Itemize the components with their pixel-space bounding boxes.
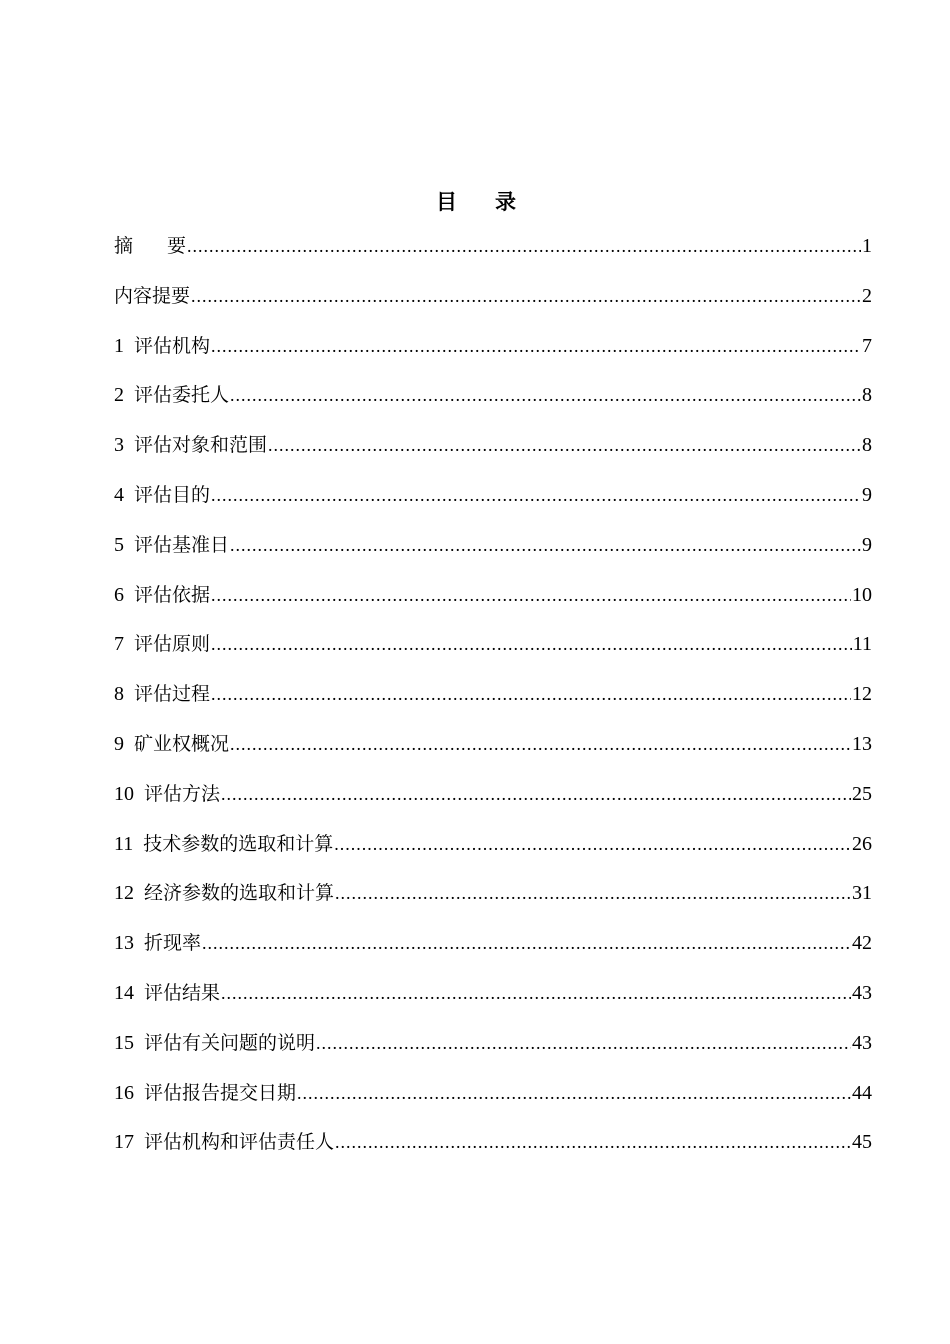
toc-entry-number: 10 — [114, 782, 134, 805]
toc-entry-number: 14 — [114, 981, 134, 1004]
toc-entry-8[interactable] — [114, 679, 872, 729]
toc-entry-page: 31 — [852, 882, 872, 905]
toc-entry-page: 44 — [852, 1081, 872, 1104]
toc-entry-number: 12 — [114, 882, 134, 905]
toc-entry-label: 评估结果 — [144, 981, 221, 1004]
toc-entry-number: 3 — [114, 434, 124, 457]
toc-dot-leader — [316, 1028, 851, 1058]
toc-entry-14[interactable] — [114, 978, 872, 1028]
toc-dot-leader — [297, 1078, 851, 1108]
toc-dot-leader — [221, 978, 851, 1008]
toc-entry-number: 2 — [114, 384, 124, 407]
toc-entry-page: 1 — [862, 235, 872, 257]
toc-entry-label: 评估委托人 — [134, 384, 230, 407]
toc-entry-page: 13 — [852, 732, 872, 755]
toc-entry-number: 5 — [114, 533, 124, 556]
toc-dot-leader — [211, 331, 861, 361]
toc-entry-page: 11 — [852, 633, 872, 656]
toc-entry-label: 评估对象和范围 — [134, 434, 268, 457]
toc-dot-leader — [230, 530, 861, 560]
toc-entry-label: 折现率 — [144, 932, 202, 955]
toc-title: 目录 — [436, 189, 554, 214]
toc-entry-label: 摘要 — [114, 235, 221, 257]
toc-entry-label: 经济参数的选取和计算 — [144, 882, 335, 905]
toc-entry-label: 评估有关问题的说明 — [144, 1031, 316, 1054]
toc-entry-label: 技术参数的选取和计算 — [143, 832, 334, 855]
toc-dot-leader — [335, 1127, 851, 1157]
toc-dot-leader — [187, 231, 861, 261]
toc-entry-summary[interactable] — [114, 281, 872, 331]
toc-dot-leader — [221, 779, 851, 809]
toc-entry-page: 9 — [862, 533, 872, 556]
toc-entry-6[interactable] — [114, 580, 872, 630]
toc-entry-2[interactable] — [114, 380, 872, 430]
toc-dot-leader — [335, 878, 851, 908]
toc-entry-1[interactable] — [114, 331, 872, 381]
toc-entry-page: 12 — [852, 683, 872, 706]
toc-dot-leader — [211, 580, 851, 610]
toc-dot-leader — [230, 729, 851, 759]
toc-entry-number: 4 — [114, 483, 124, 506]
toc-dot-leader — [211, 679, 851, 709]
toc-entry-12[interactable] — [114, 878, 872, 928]
toc-entry-7[interactable] — [114, 629, 872, 679]
toc-entry-number: 17 — [114, 1131, 134, 1154]
toc-entry-11[interactable] — [114, 829, 872, 879]
toc-entry-label: 评估报告提交日期 — [144, 1081, 297, 1104]
toc-entry-page: 9 — [862, 483, 872, 506]
toc-entry-page: 7 — [862, 334, 872, 357]
toc-entry-label: 评估机构 — [134, 334, 211, 357]
toc-entry-label: 矿业权概况 — [134, 732, 230, 755]
toc-entry-label: 评估目的 — [134, 483, 211, 506]
toc-entry-page: 43 — [852, 1031, 872, 1054]
toc-dot-leader — [230, 380, 861, 410]
toc-entry-page: 8 — [862, 384, 872, 407]
toc-entry-label: 评估依据 — [134, 583, 211, 606]
toc-entry-17[interactable] — [114, 1127, 872, 1177]
toc-dot-leader — [202, 928, 851, 958]
toc-entry-page: 42 — [852, 932, 872, 955]
toc-entry-label: 评估基准日 — [134, 533, 230, 556]
toc-dot-leader — [211, 480, 861, 510]
toc-entry-number: 11 — [114, 832, 134, 855]
toc-entry-10[interactable] — [114, 779, 872, 829]
toc-entry-page: 43 — [852, 981, 872, 1004]
toc-entry-abstract[interactable] — [114, 231, 872, 281]
toc-dot-leader — [268, 430, 861, 460]
toc-entry-number: 8 — [114, 683, 124, 706]
toc-entry-label: 评估方法 — [144, 782, 221, 805]
toc-entry-number: 6 — [114, 583, 124, 606]
toc-entry-page: 10 — [852, 583, 872, 606]
toc-entry-page: 26 — [852, 832, 872, 855]
toc-entry-label: 评估过程 — [134, 683, 211, 706]
toc-entry-label: 内容提要 — [114, 284, 191, 307]
toc-entry-9[interactable] — [114, 729, 872, 779]
toc-entry-label: 评估机构和评估责任人 — [144, 1131, 335, 1154]
toc-entry-number: 9 — [114, 732, 124, 755]
toc-dot-leader — [334, 829, 851, 859]
toc-entry-number: 1 — [114, 334, 124, 357]
toc-entry-15[interactable] — [114, 1028, 872, 1078]
toc-entry-page: 45 — [852, 1131, 872, 1154]
toc-entry-16[interactable] — [114, 1078, 872, 1128]
toc-entry-page: 2 — [862, 284, 872, 307]
toc-entry-13[interactable] — [114, 928, 872, 978]
toc-entry-number: 15 — [114, 1031, 134, 1054]
toc-entry-number: 13 — [114, 932, 134, 955]
toc-dot-leader — [211, 629, 852, 659]
toc-entry-4[interactable] — [114, 480, 872, 530]
toc-entry-page: 25 — [852, 782, 872, 805]
toc-list — [114, 231, 872, 1177]
toc-entry-3[interactable] — [114, 430, 872, 480]
toc-entry-number: 16 — [114, 1081, 134, 1104]
toc-entry-5[interactable] — [114, 530, 872, 580]
toc-entry-page: 8 — [862, 434, 872, 457]
toc-dot-leader — [191, 281, 861, 311]
toc-entry-label: 评估原则 — [134, 633, 211, 656]
toc-entry-number: 7 — [114, 633, 124, 656]
